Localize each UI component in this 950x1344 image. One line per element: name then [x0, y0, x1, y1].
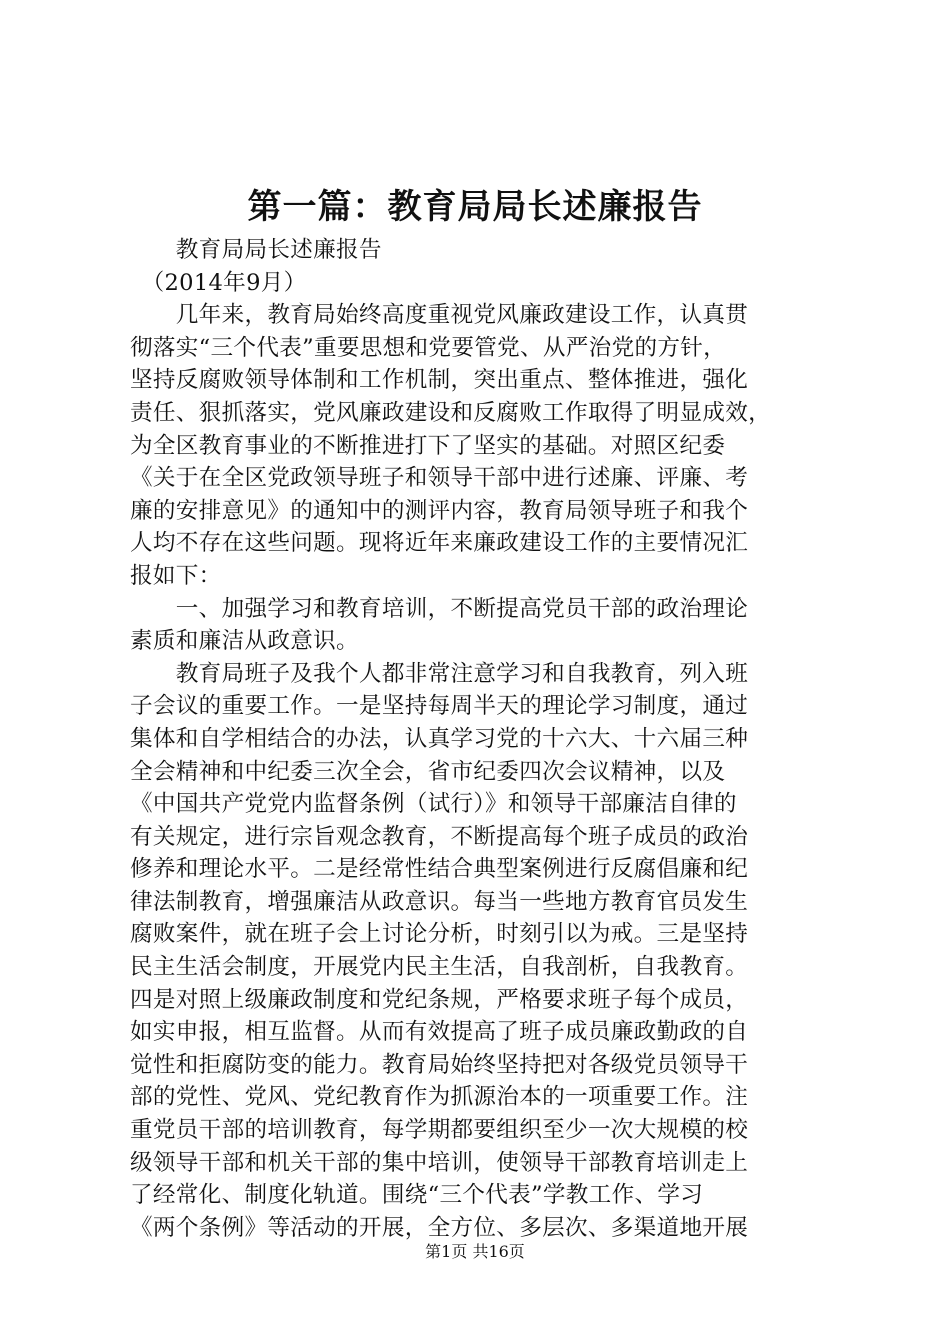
text-line: 重党员干部的培训教育，每学期都要组织至少一次大规模的校 [130, 1117, 749, 1144]
text-line: 彻落实“三个代表”重要思想和党要管党、从严治党的方针， [130, 334, 727, 361]
text-line: 律法制教育，增强廉洁从政意识。每当一些地方教育官员发生 [130, 888, 749, 915]
text-line: 一、加强学习和教育培训，不断提高党员干部的政治理论 [130, 595, 749, 622]
text-line: 四是对照上级廉政制度和党纪条规，严格要求班子每个成员， [130, 986, 749, 1013]
text-line: 全会精神和中纪委三次全会，省市纪委四次会议精神，以及 [130, 758, 726, 785]
text-line: 为全区教育事业的不断推进打下了坚实的基础。对照区纪委 [130, 432, 726, 459]
text-line: 教育局班子及我个人都非常注意学习和自我教育，列入班 [130, 660, 749, 687]
text-line: 责任、狠抓落实，党风廉政建设和反腐败工作取得了明显成效， [130, 399, 772, 426]
text-line: 集体和自学相结合的办法，认真学习党的十六大、十六届三种 [130, 725, 749, 752]
text-line: 几年来，教育局始终高度重视党风廉政建设工作，认真贯 [130, 302, 749, 329]
page-footer: 第1页 共16页 [425, 1242, 525, 1261]
text-line: 子会议的重要工作。一是坚持每周半天的理论学习制度，通过 [130, 693, 749, 720]
text-line: 级领导干部和机关干部的集中培训，使领导干部教育培训走上 [130, 1149, 749, 1176]
text-line: 修养和理论水平。二是经常性结合典型案例进行反腐倡廉和纪 [130, 856, 749, 883]
text-line: 人均不存在这些问题。现将近年来廉政建设工作的主要情况汇 [130, 530, 749, 557]
text-line: 觉性和拒腐防变的能力。教育局始终坚持把对各级党员领导干 [130, 1051, 749, 1078]
text-line: 《两个条例》等活动的开展，全方位、多层次、多渠道地开展 [130, 1214, 749, 1241]
text-line: 教育局局长述廉报告 [130, 237, 382, 263]
text-line: 报如下： [130, 562, 222, 589]
text-line: 坚持反腐败领导体制和工作机制，突出重点、整体推进，强化 [130, 367, 749, 394]
text-line: 有关规定，进行宗旨观念教育，不断提高每个班子成员的政治 [130, 823, 749, 850]
text-line: 《中国共产党党内监督条例（试行）》和领导干部廉洁自律的 [130, 791, 737, 818]
document-body [130, 234, 836, 1244]
text-line: 部的党性、党风、党纪教育作为抓源治本的一项重要工作。注 [130, 1084, 749, 1111]
text-line: 素质和廉洁从政意识。 [130, 628, 359, 655]
text-line: 《关于在全区党政领导班子和领导干部中进行述廉、评廉、考 [130, 465, 749, 492]
text-line: （2014年9月） [130, 269, 307, 296]
text-line: 了经常化、制度化轨道。围绕“三个代表”学教工作、学习 [130, 1182, 704, 1209]
document-title: 第一篇：教育局局长述廉报告 [247, 187, 703, 227]
text-line: 如实申报，相互监督。从而有效提高了班子成员廉政勤政的自 [130, 1019, 749, 1046]
text-line: 腐败案件，就在班子会上讨论分析，时刻引以为戒。三是坚持 [130, 921, 749, 948]
text-line: 民主生活会制度，开展党内民主生活，自我剖析，自我教育。 [130, 954, 749, 981]
text-line: 廉的安排意见》的通知中的测评内容，教育局领导班子和我个 [130, 497, 749, 524]
